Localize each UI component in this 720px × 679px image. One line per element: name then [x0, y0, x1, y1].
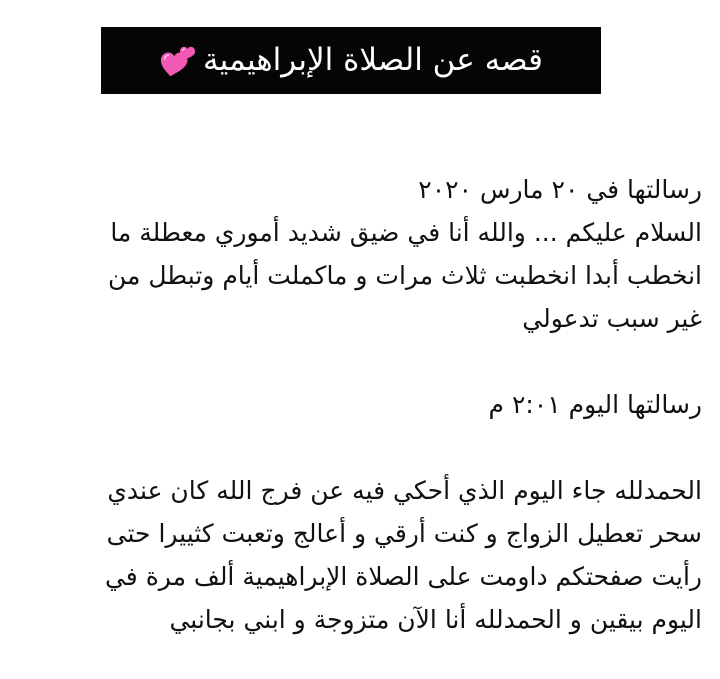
story-body [30, 168, 702, 641]
message-1-line: السلام عليكم ... والله أنا في ضيق شديد أموري معطلة ما [110, 218, 702, 247]
message-2-line: اليوم بيقين و الحمدلله أنا الآن متزوجة و ابني بجانبي [169, 605, 702, 634]
message-1-line: انخطب أبدا انخطبت ثلاث مرات و ماكملت أيام وتبطل من [107, 261, 702, 290]
message-2-line: رأيت صفحتكم داومت على الصلاة الإبراهيمية ألف مرة في [104, 562, 702, 591]
paragraph-gap [30, 340, 702, 383]
message-2-line: الحمدلله جاء اليوم الذي أحكي فيه عن فرج الله كان عندي [107, 476, 702, 505]
story-title: قصه عن الصلاة الإبراهيمية [203, 42, 543, 78]
message-1-line: غير سبب تدعولي [522, 304, 702, 333]
paragraph-gap [30, 426, 702, 469]
message-2-header: رسالتها اليوم ٢:٠١ م [488, 390, 702, 419]
title-banner [101, 27, 601, 94]
two-hearts-icon [159, 42, 197, 80]
message-1-header: رسالتها في ٢٠ مارس ٢٠٢٠ [418, 175, 702, 204]
message-2-line: سحر تعطيل الزواج و كنت أرقي و أعالج وتعبت كثييرا حتى [106, 519, 702, 548]
